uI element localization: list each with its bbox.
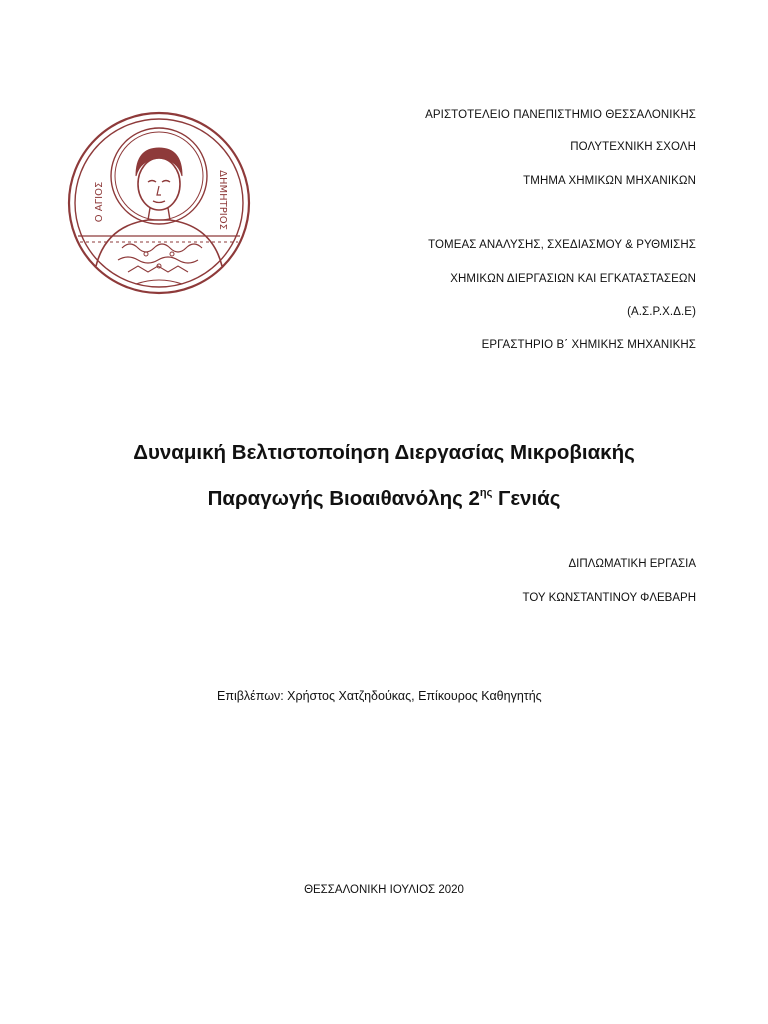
header-sector-line1: ΤΟΜΕΑΣ ΑΝΑΛΥΣΗΣ, ΣΧΕΔΙΑΣΜΟΥ & ΡΥΘΜΙΣΗΣ <box>428 239 696 251</box>
seal-inscription-left: Ο ΑΓΙΟΣ <box>94 181 105 223</box>
header-department: ΤΜΗΜΑ ΧΗΜΙΚΩΝ ΜΗΧΑΝΙΚΩΝ <box>523 175 696 187</box>
thesis-type: ΔΙΠΛΩΜΑΤΙΚΗ ΕΡΓΑΣΙΑ <box>568 558 696 570</box>
seal-inscription-right: ΔΗΜΗΤΡΙΟΣ <box>217 170 228 230</box>
supervisor-line: Επιβλέπων: Χρήστος Χατζηδούκας, Επίκουρος Καθηγητής <box>217 689 542 703</box>
thesis-title-line2-text: Παραγωγής Βιοαιθανόλης 2 <box>207 487 480 510</box>
university-seal-icon <box>66 108 252 298</box>
thesis-title-superscript: ης <box>479 487 493 499</box>
header-lab: ΕΡΓΑΣΤΗΡΙΟ Β΄ ΧΗΜΙΚΗΣ ΜΗΧΑΝΙΚΗΣ <box>481 339 696 351</box>
thesis-title-line1: Δυναμική Βελτιστοποίηση Διεργασίας Μικροβιακής <box>133 441 635 464</box>
header-school: ΠΟΛΥΤΕΧΝΙΚΗ ΣΧΟΛΗ <box>570 141 696 153</box>
thesis-title-line2 <box>0 475 768 517</box>
thesis-title-line2-end: Γενιάς <box>492 487 561 510</box>
header-university: ΑΡΙΣΤΟΤΕΛΕΙΟ ΠΑΝΕΠΙΣΤΗΜΙΟ ΘΕΣΣΑΛΟΝΙΚΗΣ <box>425 109 696 121</box>
header-sector-abbrev: (Α.Σ.Ρ.Χ.Δ.Ε) <box>627 306 696 318</box>
header-sector-line2: ΧΗΜΙΚΩΝ ΔΙΕΡΓΑΣΙΩΝ ΚΑΙ ΕΓΚΑΤΑΣΤΑΣΕΩΝ <box>450 273 696 285</box>
place-date: ΘΕΣΣΑΛΟΝΙΚΗ ΙΟΥΛΙΟΣ 2020 <box>304 884 464 896</box>
thesis-author: ΤΟΥ ΚΩΝΣΤΑΝΤΙΝΟΥ ΦΛΕΒΑΡΗ <box>522 592 696 604</box>
